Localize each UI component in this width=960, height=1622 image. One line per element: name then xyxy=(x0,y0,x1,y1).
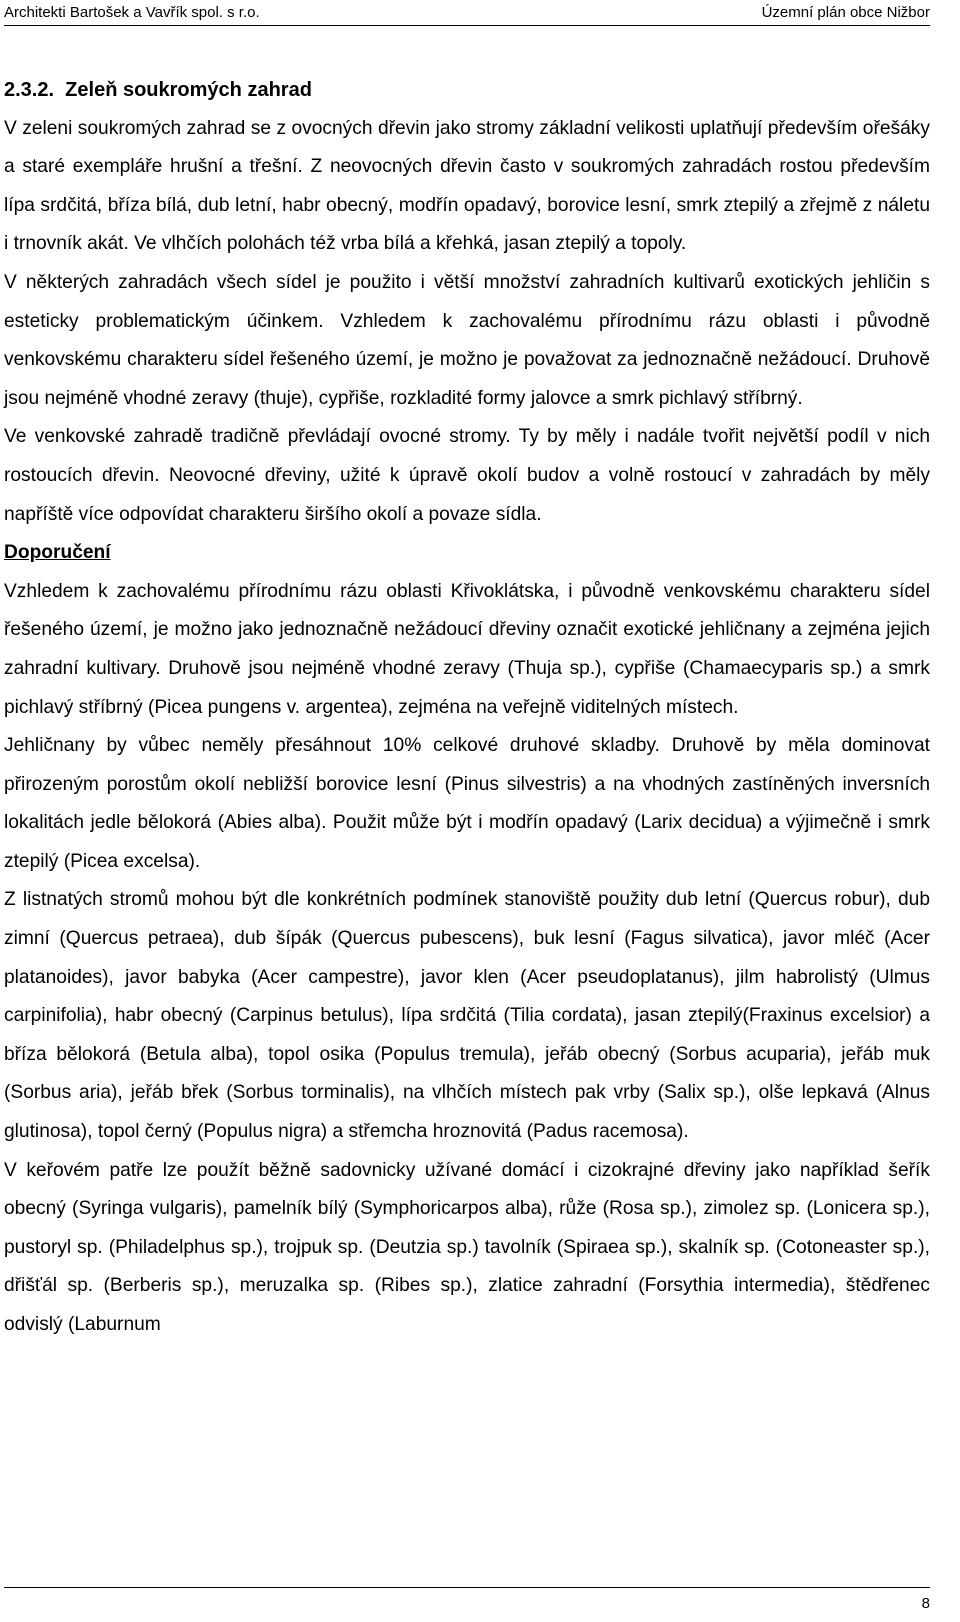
section-number: 2.3.2. xyxy=(4,79,55,101)
recommendation-heading: Doporučení xyxy=(4,542,111,564)
section-title: Zeleň soukromých zahrad xyxy=(65,79,312,101)
recommendation-paragraph: Z listnatých stromů mohou být dle konkrétních podmínek stanoviště použity dub letní (Quercus robur), dub zimní (Quercus petraea), dub šípák (Quercus pubescens), buk lesní (Fagus silvatica), javor mléč (Acer platanoides), javor babyka (Acer campestre), javor klen (Acer pseudoplatanus), jilm habrolistý (Ulmus carpinifolia), habr obecný (Carpinus betulus), lípa srdčitá (Tilia cordata), jasan ztepilý(Fraxinus excelsior) a bříza bělokorá (Betula alba), topol osika (Populus tremula), jeřáb obecný (Sorbus acuparia), jeřáb muk (Sorbus aria), jeřáb břek (Sorbus torminalis), na vlhčích místech pak vrby (Salix sp.), olše lepkavá (Alnus glutinosa), topol černý (Populus nigra) a střemcha hroznovitá (Padus racemosa). xyxy=(4,889,930,1143)
recommendation-paragraph: Vzhledem k zachovalému přírodnímu rázu oblasti Křivoklátska, i původně venkovskému charakteru sídel řešeného území, je možno jako jednoznačně nežádoucí dřeviny označit exotické jehličnany a zejména jejich zahradní kultivary. Druhově jsou nejméně vhodné zeravy (Thuja sp.), cypřiše (Chamaecyparis sp.) a smrk pichlavý stříbrný (Picea pungens v. argentea), zejména na veřejně viditelných místech. xyxy=(4,580,930,718)
footer-rule xyxy=(4,1587,930,1588)
page-header xyxy=(4,3,930,26)
section-heading xyxy=(4,71,930,110)
paragraph: V zeleni soukromých zahrad se z ovocných dřevin jako stromy základní velikosti uplatňují především ořešáky a staré exempláře hrušní a třešní. Z neovocných dřevin často v soukromých zahradách rostou především lípa srdčitá, bříza bílá, dub letní, habr obecný, modřín opadavý, borovice lesní, smrk ztepilý a zřejmě z náletu i trnovník akát. Ve vlhčích polohách též vrba bílá a křehká, jasan ztepilý a topoly. xyxy=(4,117,930,255)
company-name: Architekti Bartošek a Vavřík spol. s r.o. xyxy=(4,4,260,21)
recommendation-paragraph: Jehličnany by vůbec neměly přesáhnout 10% celkové druhové skladby. Druhově by měla dominovat přirozeným porostům okolí nebližší borovice lesní (Pinus silvestris) a na vhodných zastíněných inversních lokalitách jedle bělokorá (Abies alba). Použit může být i modřín opadavý (Larix decidua) a výjimečně i smrk ztepilý (Picea excelsa). xyxy=(4,735,930,872)
page-number: 8 xyxy=(921,1595,930,1612)
paragraph: V některých zahradách všech sídel je použito i větší množství zahradních kultivarů exotických jehličin s esteticky problematickým účinkem. Vzhledem k zachovalému přírodnímu rázu oblasti i původně venkovskému charakteru sídel řešeného území, je možno je považovat za jednoznačně nežádoucí. Druhově jsou nejméně vhodné zeravy (thuje), cypřiše, rozkladité formy jalovce a smrk pichlavý stříbrný. xyxy=(4,271,930,409)
recommendation-paragraph: V keřovém patře lze použít běžně sadovnicky užívané domácí i cizokrajné dřeviny jako například šeřík obecný (Syringa vulgaris), pamelník bílý (Symphoricarpos alba), růže (Rosa sp.), zimolez sp. (Lonicera sp.), pustoryl sp. (Philadelphus sp.), trojpuk sp. (Deutzia sp.) tavolník (Spiraea sp.), skalník sp. (Cotoneaster sp.), dřišťál sp. (Berberis sp.), meruzalka sp. (Ribes sp.), zlatice zahradní (Forsythia intermedia), štědřenec odvislý (Laburnum xyxy=(4,1159,930,1335)
document-body xyxy=(4,71,930,1345)
document-title: Územní plán obce Nižbor xyxy=(761,4,930,21)
paragraph: Ve venkovské zahradě tradičně převládají ovocné stromy. Ty by měly i nadále tvořit největší podíl v nich rostoucích dřevin. Neovocné dřeviny, užité k úpravě okolí budov a volně rostoucí v zahradách by měly napříště více odpovídat charakteru širšího okolí a povaze sídla. xyxy=(4,426,930,525)
